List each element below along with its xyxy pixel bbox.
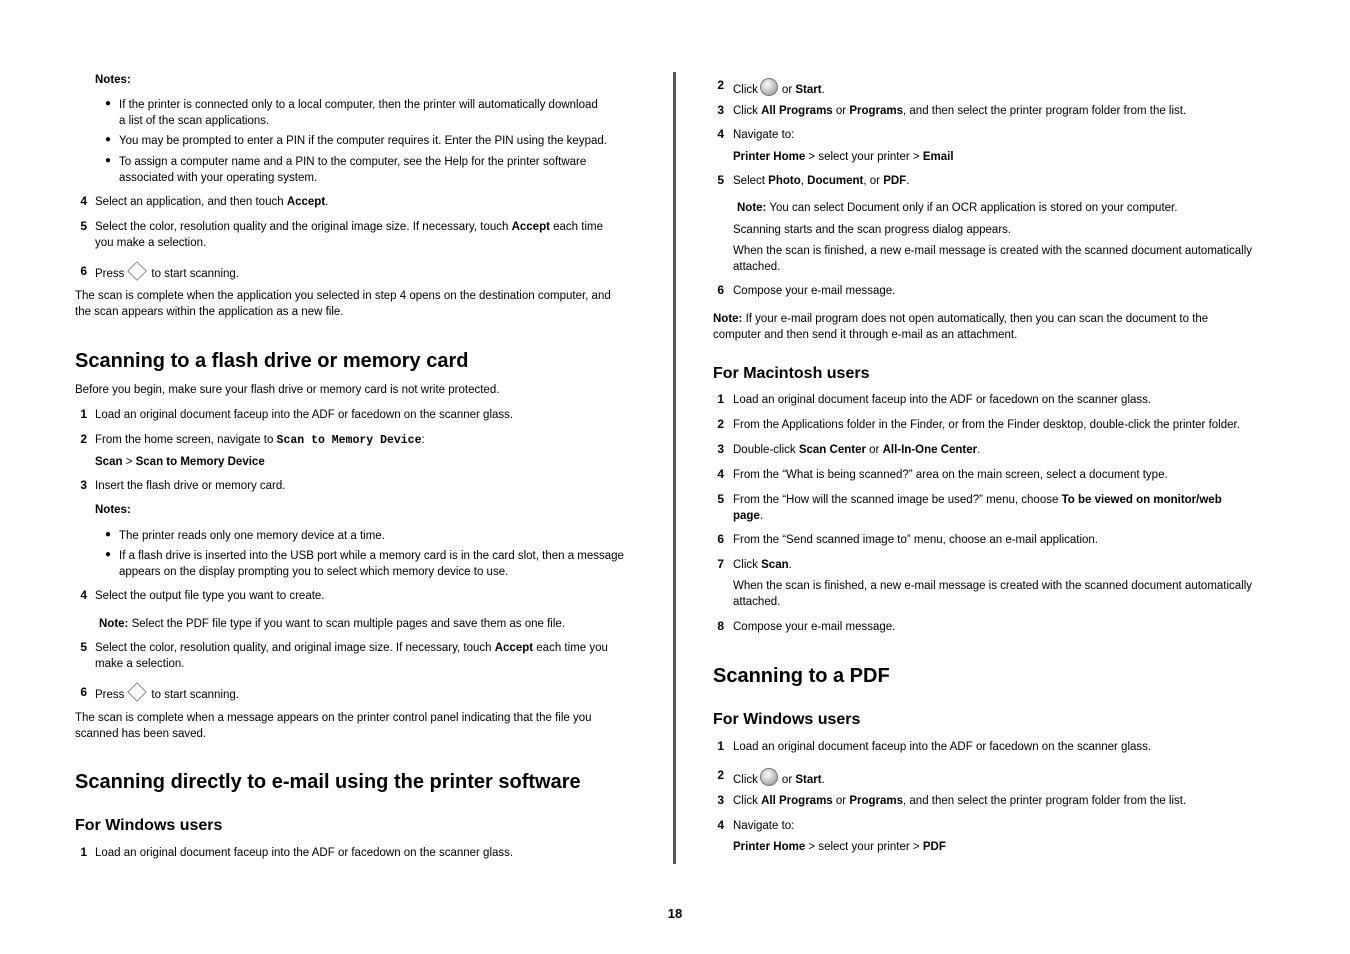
step-text: Compose your e-mail message. xyxy=(733,285,896,297)
paragraph: When the scan is finished, a new e-mail message is created with the scanned document automatically attached. xyxy=(733,580,1253,608)
step-number: 4 xyxy=(80,194,87,208)
step-number: 2 xyxy=(717,417,724,431)
notes-label: Notes: xyxy=(95,504,131,516)
step-number: 1 xyxy=(717,739,724,753)
subsection-heading: For Windows users xyxy=(75,817,223,834)
windows-start-icon xyxy=(760,78,778,96)
column-divider xyxy=(673,72,676,864)
bullet-icon: ● xyxy=(105,98,112,109)
note-text: If a flash drive is inserted into the USB port while a memory card is in the card slot, then a message appears on the display prompting you to select which memory device to use. xyxy=(119,550,624,578)
step-text: Select the color, resolution quality and the original image size. If necessary, touch Accept each time you make a selection. xyxy=(95,221,603,249)
step-number: 7 xyxy=(717,557,724,571)
step-number: 1 xyxy=(80,407,87,421)
step-text: Navigate to: xyxy=(733,129,795,141)
paragraph: Scanning starts and the scan progress dialog appears. xyxy=(733,224,1012,236)
step-number: 6 xyxy=(717,283,724,297)
section-heading: Scanning directly to e-mail using the printer software xyxy=(75,771,581,793)
step-text: Click or Start. xyxy=(733,768,825,788)
step-number: 1 xyxy=(717,392,724,406)
step-text: Load an original document faceup into the ADF or facedown on the scanner glass. xyxy=(95,409,514,421)
step-number: 8 xyxy=(717,619,724,633)
step-number: 6 xyxy=(717,532,724,546)
start-button-icon xyxy=(128,261,148,281)
note-text: If the printer is connected only to a local computer, then the printer will automatically download a list of the scan applications. xyxy=(119,99,598,127)
paragraph: The scan is complete when the application you selected in step 4 opens on the destination computer, and the scan appears within the application as a new file. xyxy=(75,290,611,318)
notes-label: Notes: xyxy=(95,74,131,86)
step-number: 3 xyxy=(717,103,724,117)
step-text: Click or Start. xyxy=(733,78,825,98)
step-text: Load an original document faceup into the ADF or facedown on the scanner glass. xyxy=(733,741,1152,753)
step-number: 1 xyxy=(80,845,87,859)
step-text: Click Scan. xyxy=(733,559,792,571)
step-number: 5 xyxy=(717,173,724,187)
step-text: Select the color, resolution quality, and original image size. If necessary, touch Accept each time you make a selection. xyxy=(95,642,608,670)
section-heading: Scanning to a PDF xyxy=(713,665,890,687)
paragraph: The scan is complete when a message appears on the printer control panel indicating that the file you scanned has been saved. xyxy=(75,712,592,740)
step-number: 6 xyxy=(80,685,87,699)
step-number: 3 xyxy=(80,478,87,492)
note-text: Note: Select the PDF file type if you want to scan multiple pages and save them as one file. xyxy=(99,618,565,630)
step-number: 3 xyxy=(717,442,724,456)
step-text: From the “How will the scanned image be used?” menu, choose To be viewed on monitor/web page. xyxy=(733,494,1222,522)
step-number: 2 xyxy=(80,432,87,446)
step-number: 4 xyxy=(717,127,724,141)
step-number: 4 xyxy=(717,818,724,832)
paragraph: Before you begin, make sure your flash drive or memory card is not write protected. xyxy=(75,384,500,396)
step-number: 5 xyxy=(80,219,87,233)
section-heading: Scanning to a flash drive or memory card xyxy=(75,350,469,372)
step-text: Load an original document faceup into the ADF or facedown on the scanner glass. xyxy=(733,394,1152,406)
step-number: 6 xyxy=(80,264,87,278)
start-button-icon xyxy=(128,682,148,702)
step-text: From the home screen, navigate to Scan to Memory Device: xyxy=(95,434,425,447)
step-text: From the “Send scanned image to” menu, choose an e-mail application. xyxy=(733,534,1099,546)
menu-path: Printer Home > select your printer > PDF xyxy=(733,841,946,853)
bullet-icon: ● xyxy=(105,549,112,560)
bullet-icon: ● xyxy=(105,529,112,540)
paragraph: When the scan is finished, a new e-mail message is created with the scanned document automatically attached. xyxy=(733,245,1253,273)
note-text: Note: You can select Document only if an OCR application is stored on your computer. xyxy=(737,202,1178,214)
step-text: Compose your e-mail message. xyxy=(733,621,896,633)
subsection-heading: For Macintosh users xyxy=(713,365,870,382)
step-text: Load an original document faceup into the ADF or facedown on the scanner glass. xyxy=(95,847,514,859)
step-text: Select the output file type you want to create. xyxy=(95,590,325,602)
menu-path: Printer Home > select your printer > Email xyxy=(733,151,954,163)
bullet-icon: ● xyxy=(105,134,112,145)
note-text: You may be prompted to enter a PIN if the computer requires it. Enter the PIN using the keypad. xyxy=(119,135,607,147)
step-number: 2 xyxy=(717,78,724,92)
note-text: To assign a computer name and a PIN to the computer, see the Help for the printer software associated with your operating system. xyxy=(119,156,587,184)
step-text: Click All Programs or Programs, and then select the printer program folder from the list. xyxy=(733,105,1187,117)
step-text: Press to start scanning. xyxy=(95,685,239,703)
windows-start-icon xyxy=(760,768,778,786)
step-number: 5 xyxy=(717,492,724,506)
step-number: 4 xyxy=(717,467,724,481)
note-text: Note: If your e-mail program does not open automatically, then you can scan the document to the computer and then send it through e-mail as an attachment. xyxy=(713,313,1209,341)
step-text: Navigate to: xyxy=(733,820,795,832)
step-text: From the Applications folder in the Finder, or from the Finder desktop, double-click the printer folder. xyxy=(733,419,1240,431)
step-number: 3 xyxy=(717,793,724,807)
bullet-icon: ● xyxy=(105,155,112,166)
step-number: 4 xyxy=(80,588,87,602)
step-text: Double-click Scan Center or All-In-One Center. xyxy=(733,444,981,456)
step-number: 2 xyxy=(717,768,724,782)
step-text: Insert the flash drive or memory card. xyxy=(95,480,286,492)
step-text: Press to start scanning. xyxy=(95,264,239,282)
step-number: 5 xyxy=(80,640,87,654)
step-text: Select an application, and then touch Accept. xyxy=(95,196,329,208)
step-text: Select Photo, Document, or PDF. xyxy=(733,175,910,187)
step-text: From the “What is being scanned?” area on the main screen, select a document type. xyxy=(733,469,1168,481)
menu-path: Scan > Scan to Memory Device xyxy=(95,456,265,468)
page-number: 18 xyxy=(667,906,683,921)
note-text: The printer reads only one memory device at a time. xyxy=(119,530,385,542)
step-text: Click All Programs or Programs, and then select the printer program folder from the list. xyxy=(733,795,1187,807)
subsection-heading: For Windows users xyxy=(713,711,861,728)
